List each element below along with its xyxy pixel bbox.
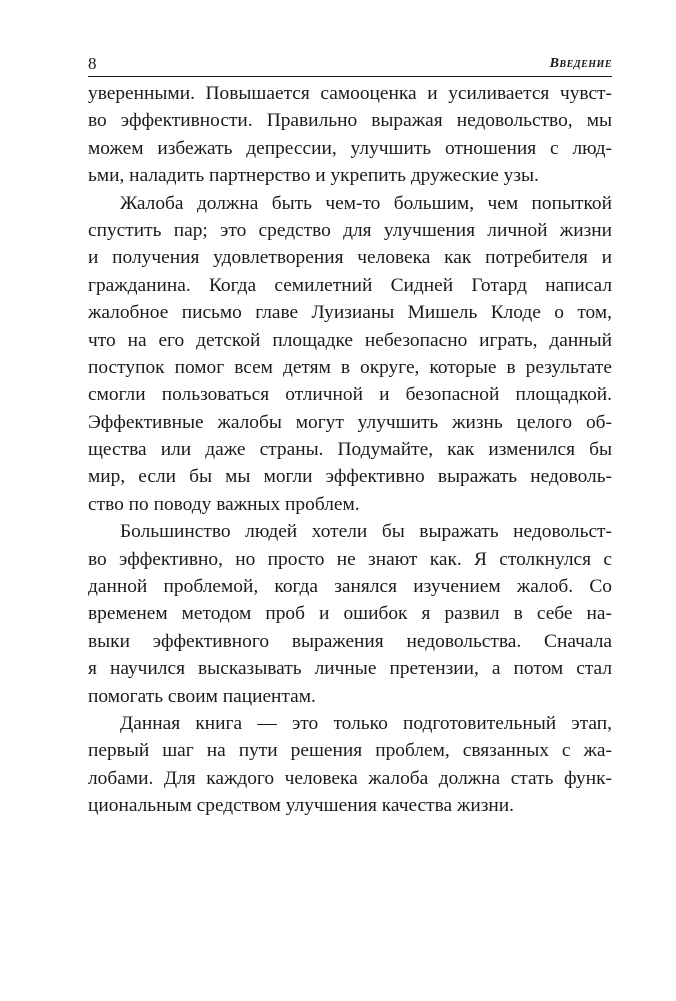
text-line: Эффективные жалобы могут улучшить жизнь целого об-	[88, 411, 612, 433]
text-line: смогли пользоваться отличной и безопасной площадкой.	[88, 384, 612, 406]
text-line: мир, если бы мы могли эффективно выражать недоволь-	[88, 466, 612, 488]
text-line: гражданина. Когда семилетний Сидней Готард написал	[88, 274, 612, 296]
text-line: данной проблемой, когда занялся изучением жалоб. Со	[88, 576, 612, 598]
text-line: во эффективно, но просто не знают как. Я столкнулся с	[88, 548, 612, 570]
running-head	[88, 54, 612, 76]
text-line: Большинство людей хотели бы выражать недовольст-	[120, 521, 612, 543]
paragraph-1	[88, 80, 612, 190]
text-line: временем методом проб и ошибок я развил в себе на-	[88, 603, 612, 625]
text-line: жалобное письмо главе Луизианы Мишель Клоде о том,	[88, 302, 612, 324]
text-line: ьми, наладить партнерство и укрепить дружеские узы.	[88, 165, 539, 187]
paragraph-3	[88, 518, 612, 710]
text-line: лобами. Для каждого человека жалоба должна стать функ-	[88, 767, 612, 789]
text-line: щества или даже страны. Подумайте, как изменился бы	[88, 439, 612, 461]
text-line: что на его детской площадке небезопасно играть, данный	[88, 329, 612, 351]
text-line: я научился высказывать личные претензии, а потом стал	[88, 658, 612, 680]
page-number: 8	[88, 54, 97, 73]
text-line: и получения удовлетворения человека как потребителя и	[88, 247, 612, 269]
text-line: помогать своим пациентам.	[88, 685, 316, 707]
paragraph-2	[88, 190, 612, 519]
section-title: Введение	[549, 56, 612, 71]
text-line: можем избежать депрессии, улучшить отношения с люд-	[88, 137, 612, 159]
text-line: уверенными. Повышается самооценка и усиливается чувст-	[88, 83, 612, 104]
text-line: спустить пар; это средство для улучшения личной жизни	[88, 219, 612, 241]
text-line: циональным средством улучшения качества жизни.	[88, 795, 515, 817]
header-rule	[88, 76, 612, 77]
text-line: Жалоба должна быть чем-то большим, чем попыткой	[120, 192, 612, 214]
text-line: выки эффективного выражения недовольства. Сначала	[88, 630, 612, 652]
text-line: ство по поводу важных проблем.	[88, 493, 360, 515]
body-text	[88, 80, 612, 820]
text-line: первый шаг на пути решения проблем, связанных с жа-	[88, 740, 612, 762]
paragraph-4	[88, 710, 612, 820]
text-line: во эффективности. Правильно выражая недовольство, мы	[88, 110, 612, 132]
text-line: поступок помог всем детям в округе, которые в результате	[88, 356, 612, 378]
text-line: Данная книга — это только подготовительный этап,	[120, 712, 612, 734]
